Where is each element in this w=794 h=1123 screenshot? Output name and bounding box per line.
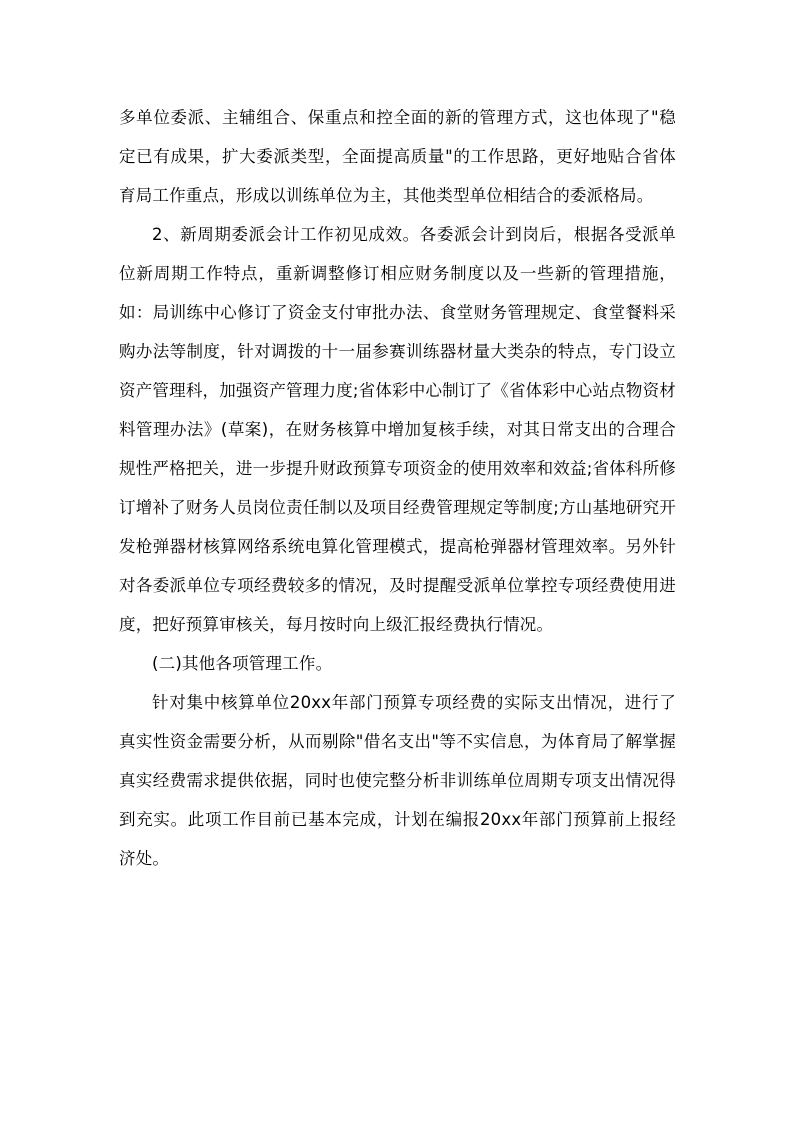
- paragraph-budget-analysis: 针对集中核算单位20xx年部门预算专项经费的实际支出情况，进行了真实性资金需要分析，从而剔除"借名支出"等不实信息，为体育局了解掌握真实经费需求提供依据，同时也使完整分析非训练单位周期专项支出情况得到充实。此项工作目前已基本完成，计划在编报20xx年部门预算前上报经济处。: [119, 693, 676, 868]
- document-body: [119, 98, 676, 878]
- paragraph-continuation: 多单位委派、主辅组合、保重点和控全面的新的管理方式，这也体现了"稳定已有成果，扩大委派类型，全面提高质量"的工作思路，更好地贴合省体育局工作重点，形成以训练单位为主，其他类型单位相结合的委派格局。: [119, 108, 676, 205]
- section-heading-other-management: (二)其他各项管理工作。: [152, 654, 333, 673]
- paragraph-item-2: 2、新周期委派会计工作初见成效。各委派会计到岗后，根据各受派单位新周期工作特点，重新调整修订相应财务制度以及一些新的管理措施，如：局训练中心修订了资金支付审批办法、食堂财务管理规定、食堂餐料采购办法等制度，针对调拨的十一届参赛训练器材量大类杂的特点，专门设立资产管理科，加强资产管理力度;省体彩中心制订了《省体彩中心站点物资材料管理办法》(草案)，在财务核算中增加复核手续，对其日常支出的合理合规性严格把关，进一步提升财政预算专项资金的使用效率和效益;省体科所修订增补了财务人员岗位责任制以及项目经费管理规定等制度;方山基地研究开发枪弹器材核算网络系统电算化管理模式，提高枪弹器材管理效率。另外针对各委派单位专项经费较多的情况，及时提醒受派单位掌控专项经费使用进度，把好预算审核关，每月按时向上级汇报经费执行情况。: [119, 225, 676, 634]
